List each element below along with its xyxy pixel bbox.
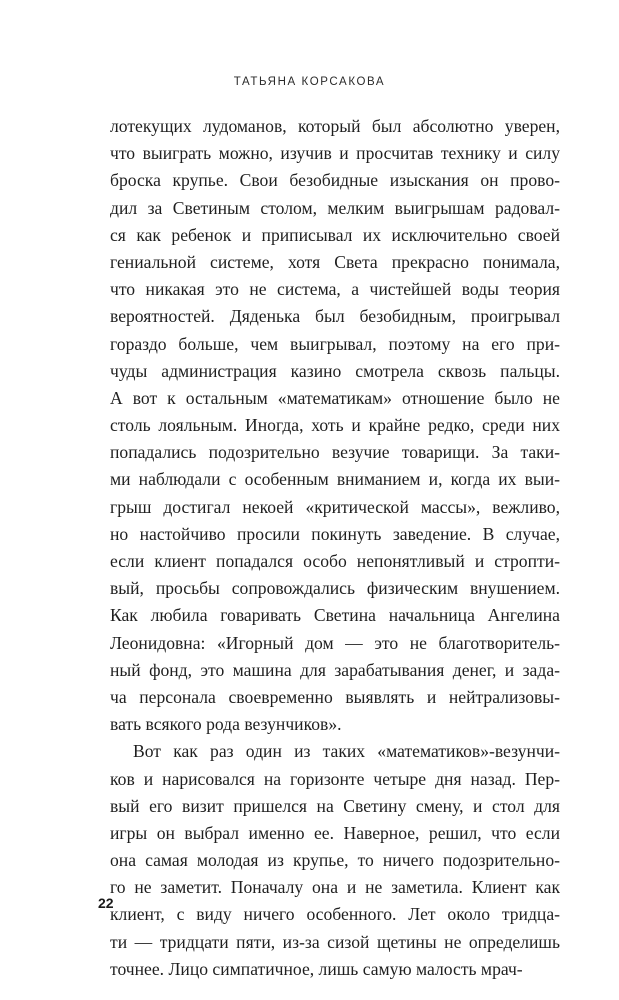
text-line: что никакая это не система, а чистейшей воды теория — [110, 279, 560, 300]
text-line: ков и нарисовался на горизонте четыре дня назад. Пер- — [110, 768, 560, 789]
text-line: вать всякого рода везунчиков». — [110, 714, 342, 735]
text-line: что выиграть можно, изучив и просчитав технику и силу — [110, 143, 560, 164]
text-line: ми наблюдали с особенным вниманием и, когда их выи- — [110, 469, 560, 490]
text-line: Как любила говаривать Светина начальница Ангелина — [110, 605, 560, 626]
text-line: но настойчиво просили покинуть заведение. В случае, — [110, 523, 560, 544]
text-line: А вот к остальным «математикам» отношение было не — [110, 387, 560, 408]
text-line: вый его визит пришелся на Светину смену, и стол для — [110, 795, 560, 816]
text-line: она самая молодая из крупье, то ничего подозрительно- — [110, 850, 560, 871]
text-line: ся как ребенок и приписывал их исключительно своей — [110, 224, 560, 245]
text-line: точнее. Лицо симпатичное, лишь самую малость мрач- — [110, 958, 523, 979]
text-line: вый, просьбы сопровождались физическим внушением. — [110, 578, 560, 599]
text-line: вероятностей. Дяденька был безобидным, проигрывал — [110, 306, 560, 327]
body-text — [110, 113, 560, 983]
text-line: клиент, с виду ничего особенного. Лет около тридца- — [110, 904, 560, 925]
text-line: чуды администрация казино смотрела сквозь пальцы. — [110, 360, 560, 381]
running-header: ТАТЬЯНА КОРСАКОВА — [233, 76, 386, 88]
text-line: дил за Светиным столом, мелким выигрышам радовал- — [110, 197, 560, 218]
text-line: гораздо больше, чем выигрывал, поэтому на его при- — [110, 333, 560, 354]
text-line: столь лояльным. Иногда, хоть и крайне редко, среди них — [110, 415, 560, 436]
paragraph — [110, 738, 560, 983]
text-line: ти — тридцати пяти, из-за сизой щетины не определишь — [110, 931, 560, 952]
text-line: гениальной системе, хотя Света прекрасно понимала, — [110, 251, 560, 272]
page-number: 22 — [98, 895, 114, 911]
text-line: ча персонала своевременно выявлять и нейтрализовы- — [110, 686, 560, 707]
paragraph — [110, 113, 560, 738]
text-line: го не заметит. Поначалу она и не заметила. Клиент как — [110, 877, 560, 898]
text-line: Вот как раз один из таких «математиков»-везунчи- — [133, 741, 560, 762]
text-line: ный фонд, это машина для зарабатывания денег, и зада- — [110, 659, 560, 680]
text-line: попадались подозрительно везучие товарищи. За таки- — [110, 442, 560, 463]
text-line: лотекущих лудоманов, который был абсолютно уверен, — [110, 116, 560, 136]
text-line: игры он выбрал именно ее. Наверное, решил, что если — [110, 822, 560, 843]
text-line: если клиент попадался особо непонятливый и стропти- — [110, 551, 560, 571]
text-line: броска крупье. Свои безобидные изыскания он прово- — [110, 170, 560, 191]
text-line: Леонидовна: «Игорный дом — это не благотворитель- — [110, 632, 560, 653]
text-line: грыш достигал некоей «критической массы», вежливо, — [110, 496, 560, 517]
